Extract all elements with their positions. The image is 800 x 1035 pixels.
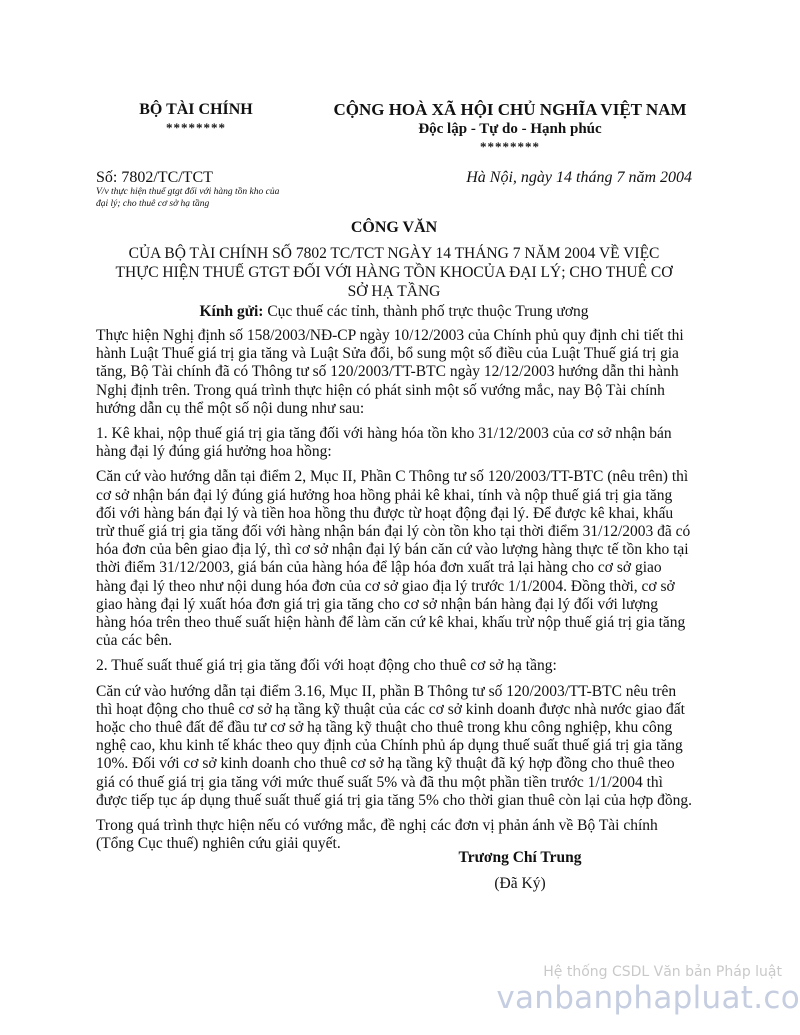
issuing-agency-block [96, 100, 296, 135]
recipient-value: Cục thuế các tỉnh, thành phố trực thuộc Trung ương [263, 303, 589, 320]
agency-stars-divider: ******** [166, 120, 226, 135]
document-subject [96, 186, 316, 210]
signer-name: Trương Chí Trung [458, 849, 582, 866]
body-paragraph-closing: Trong quá trình thực hiện nếu có vướng mắc, đề nghị các đơn vị phản ánh về Bộ Tài chính (Tổng Cục thuế) nghiên cứu giải quyết. [96, 817, 658, 853]
watermark-caption: Hệ thống CSDL Văn bản Pháp luật [543, 964, 782, 980]
subject-line-1: V/v thực hiện thuế gtgt đối với hàng tồn kho của [96, 187, 280, 197]
document-title: CỦA BỘ TÀI CHÍNH SỐ 7802 TC/TCT NGÀY 14 THÁNG 7 NĂM 2004 VỀ VIỆC THỰC HIỆN THUẾ GTGT ĐỐI VỚI HÀNG TỒN KHOCỦA ĐẠI LÝ; CHO THUÊ CƠ SỞ HẠ TẦNG [115, 245, 673, 300]
watermark-site-name: vanbanphapluat.co [496, 980, 800, 1016]
national-title: CỘNG HOÀ XÃ HỘI CHỦ NGHĨA VIỆT NAM [333, 100, 687, 119]
national-motto: Độc lập - Tự do - Hạnh phúc [418, 121, 602, 137]
recipient-label: Kính gửi: [199, 303, 264, 320]
body-section-2-heading: 2. Thuế suất thuế giá trị gia tăng đối với hoạt động cho thuê cơ sở hạ tầng: [96, 657, 557, 675]
body-section-1-heading: 1. Kê khai, nộp thuế giá trị gia tăng đối với hàng hóa tồn kho 31/12/2003 của cơ sở nhận bán hàng đại lý đúng giá hưởng hoa hồng: [96, 425, 672, 461]
document-number: Số: 7802/TC/TCT [96, 169, 213, 186]
national-header-block [320, 100, 700, 154]
national-stars-divider: ******** [480, 139, 540, 154]
recipient-line [96, 302, 692, 322]
body-section-1-text: Căn cứ vào hướng dẫn tại điểm 2, Mục II, Phần C Thông tư số 120/2003/TT-BTC (nêu trên) thì cơ sở nhận bán đại lý đúng giá hưởng hoa hồng phải kê khai, tính và nộp thuế giá trị gia tăng đối với hàng bán đại lý và tiền hoa hồng thu được từ hoạt động đại lý. Để được kê khai, khấu trừ thuế giá trị gia tăng đối với hàng nhận bán đại lý còn tồn kho tại thời điểm 31/12/2003 đã có hóa đơn của bên giao địa lý, thì cơ sở nhận đại lý bán căn cứ vào lượng hàng thực tế tồn kho tại thời điểm 31/12/2003, giá bán của hàng hóa để lập hóa đơn xuất trả lại hàng cho cơ sở giao hàng đại lý theo như nội dung hóa đơn của cơ sở giao địa lý trước 1/1/2004. Đồng thời, cơ sở giao hàng đại lý xuất hóa đơn giá trị gia tăng cho cơ sở nhận bán hàng đại lý đối với lượng hàng hóa trên theo thuế suất hiện hành để làm căn cứ kê khai, khấu trừ nộp thuế giá trị gia tăng của các bên. [96, 468, 691, 650]
issuing-agency-name: BỘ TÀI CHÍNH [139, 101, 253, 118]
document-type-heading: CÔNG VĂN [350, 219, 438, 236]
document-body [96, 327, 692, 860]
body-section-2-text: Căn cứ vào hướng dẫn tại điểm 3.16, Mục II, phần B Thông tư số 120/2003/TT-BTC nêu trên thì hoạt động cho thuê cơ sở hạ tầng kỹ thuật của các cơ sở kinh doanh được nhà nước giao đất hoặc cho thuê đất để đầu tư cơ sở hạ tầng kỹ thuật cho thuê trong khu công nghiệp, khu công nghệ cao, khu kinh tế khác theo quy định của Chính phủ áp dụng thuế suất thuế giá trị gia tăng 10%. Đối với cơ sở kinh doanh cho thuê cơ sở hạ tầng kỹ thuật đã ký hợp đồng cho thuê theo giá có thuế giá trị gia tăng với mức thuế suất 5% và đã thu một phần tiền trước 1/1/2004 thì được tiếp tục áp dụng thuế suất thuế giá trị gia tăng 5% cho thời gian thuê còn lại của hợp đồng. [96, 682, 693, 809]
body-paragraph-intro: Thực hiện Nghị định số 158/2003/NĐ-CP ngày 10/12/2003 của Chính phủ quy định chi tiết thi hành Luật Thuế giá trị gia tăng và Luật Sửa đổi, bổ sung một số điều của Luật Thuế giá trị gia tăng, Bộ Tài chính đã có Thông tư số 120/2003/TT-BTC ngày 12/12/2003 hướng dẫn thi hành Nghị định trên. Trong quá trình thực hiện có phát sinh một số vướng mắc, nay Bộ Tài chính hướng dẫn cụ thể một số nội dung như sau: [96, 327, 684, 417]
signature-status: (Đã Ký) [494, 875, 546, 892]
date-place: Hà Nội, ngày 14 tháng 7 năm 2004 [466, 169, 692, 186]
subject-line-2: đại lý; cho thuê cơ sở hạ tầng [96, 199, 210, 209]
